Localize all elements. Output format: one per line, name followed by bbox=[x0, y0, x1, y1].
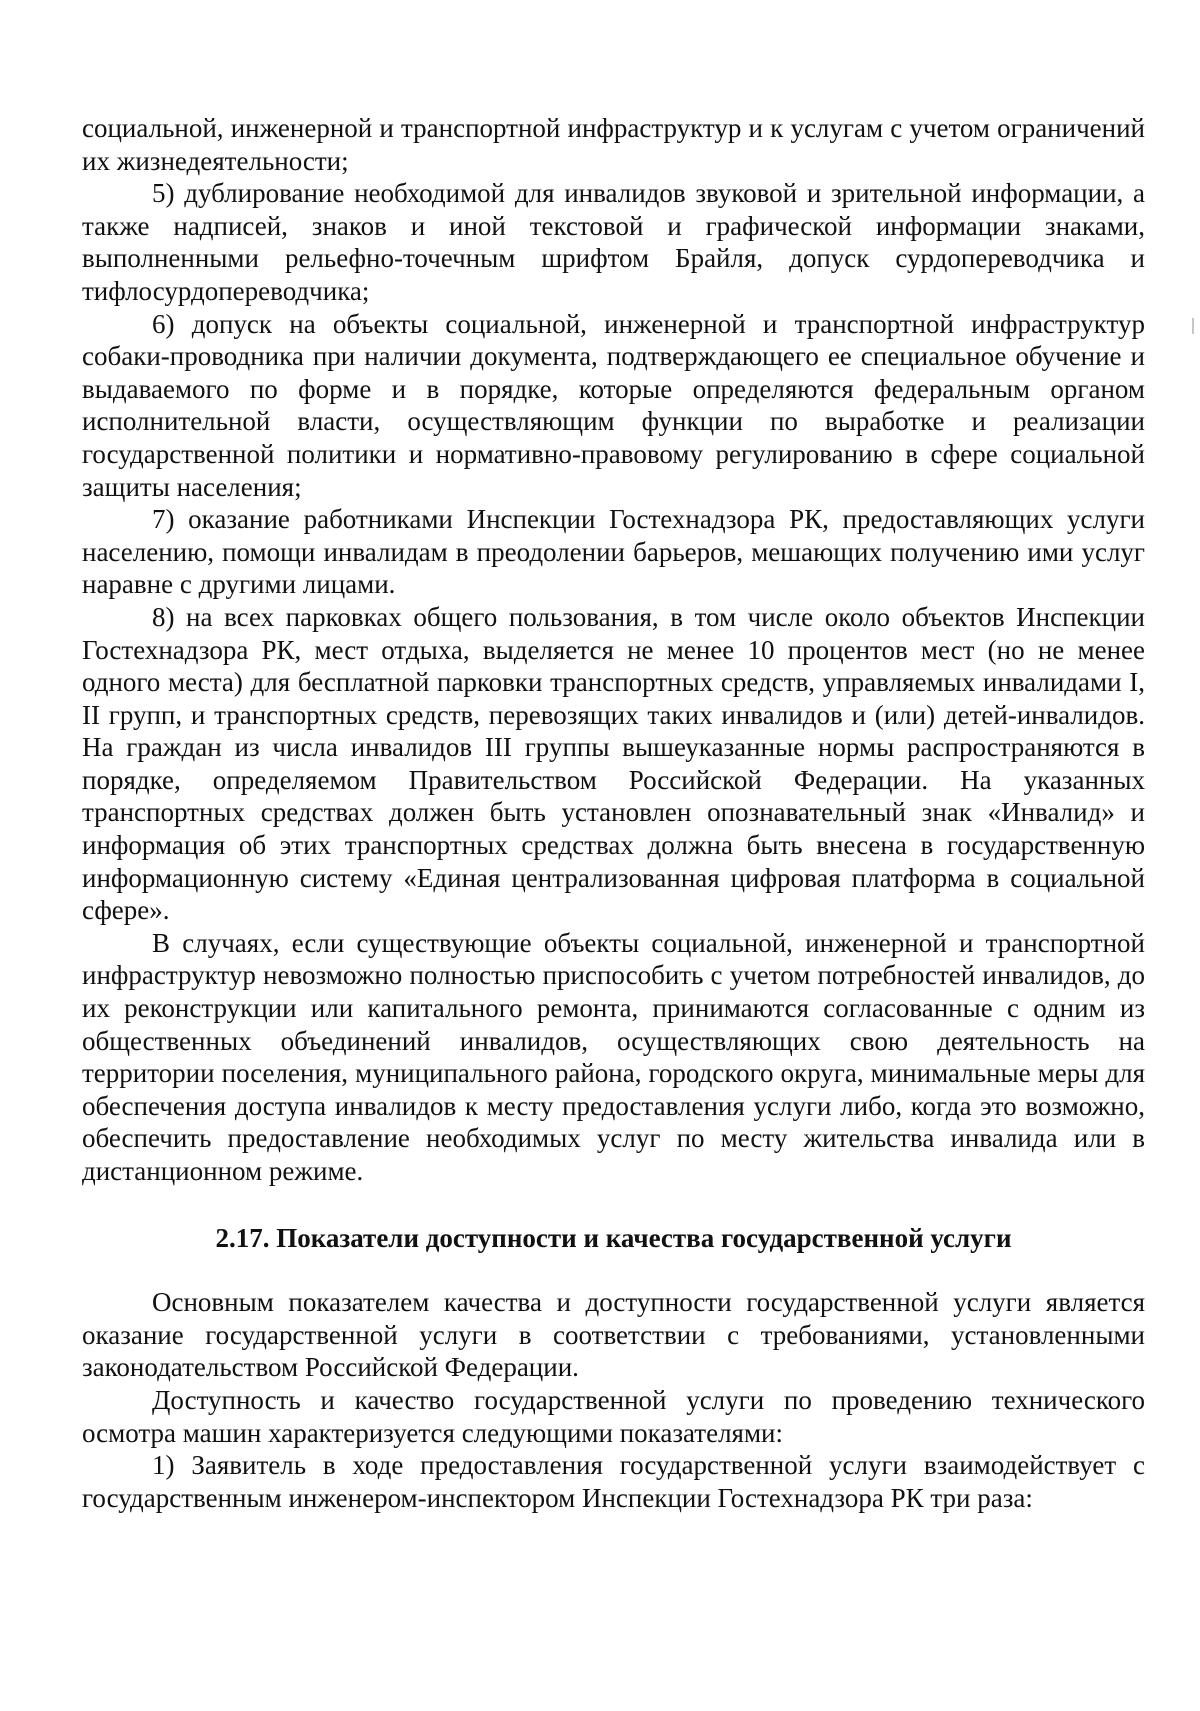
section-heading: 2.17. Показатели доступности и качества государственной услуги bbox=[215, 1222, 1012, 1253]
paragraph-item-5: 5) дублирование необходимой для инвалидов звуковой и зрительной информации, а также надписей, знаков и иной текстовой и графической информации знаками, выполненными рельефно-точечным шрифтом Брайля, допуск сурдопереводчика и тифлосурдопереводчика; bbox=[82, 178, 1145, 306]
paragraph-main-indicator: Основным показателем качества и доступности государственной услуги является оказание государственной услуги в соответствии с требованиями, установленными законодательством Российской Федерации. bbox=[82, 1287, 1145, 1383]
paragraph-accessibility-quality: Доступность и качество государственной услуги по проведению технического осмотра машин характеризуется следующими показателями: bbox=[82, 1384, 1145, 1448]
paragraph-cases: В случаях, если существующие объекты социальной, инженерной и транспортной инфраструктур невозможно полностью приспособить с учетом потребностей инвалидов, до их реконструкции или капитального ремонта, принимаются согласованные с одним из общественных объединений инвалидов, осуществляющих свою деятельность на территории поселения, муниципального района, городского округа, минимальные меры для обеспечения доступа инвалидов к месту предоставления услуги либо, когда это возможно, обеспечить предоставление необходимых услуг по месту жительства инвалида или в дистанционном режиме. bbox=[82, 927, 1145, 1186]
document-body bbox=[82, 112, 1145, 1514]
paragraph-item-8: 8) на всех парковках общего пользования, в том числе около объектов Инспекции Гостехнадзора РК, мест отдыха, выделяется не менее 10 процентов мест (но не менее одного места) для бесплатной парковки транспортных средств, управляемых инвалидами I, II групп, и транспортных средств, перевозящих таких инвалидов и (или) детей-инвалидов. На граждан из числа инвалидов III группы вышеуказанные нормы распространяются в порядке, определяемом Правительством Российской Федерации. На указанных транспортных средствах должен быть установлен опознавательный знак «Инвалид» и информация об этих транспортных средствах должна быть внесена в государственную информационную систему «Единая централизованная цифровая платформа в социальной сфере». bbox=[82, 601, 1145, 926]
paragraph-item-7: 7) оказание работниками Инспекции Гостехнадзора РК, предоставляющих услуги населению, помощи инвалидам в преодолении барьеров, мешающих получению ими услуг наравне с другими лицами. bbox=[82, 504, 1145, 600]
paragraph-item-6: 6) допуск на объекты социальной, инженерной и транспортной инфраструктур собаки-проводника при наличии документа, подтверждающего ее специальное обучение и выдаваемого по форме и в порядке, которые определяются федеральным органом исполнительной власти, осуществляющим функции по выработке и реализации государственной политики и нормативно-правовому регулированию в сфере социальной защиты населения; bbox=[82, 308, 1145, 502]
paragraph-continuation: социальной, инженерной и транспортной инфраструктур и к услугам с учетом ограничений их жизнедеятельности; bbox=[82, 113, 1145, 176]
scan-artifact bbox=[1192, 318, 1194, 334]
paragraph-item-1: 1) Заявитель в ходе предоставления государственной услуги взаимодействует с государственным инженером-инспектором Инспекции Гостехнадзора РК три раза: bbox=[82, 1450, 1145, 1513]
